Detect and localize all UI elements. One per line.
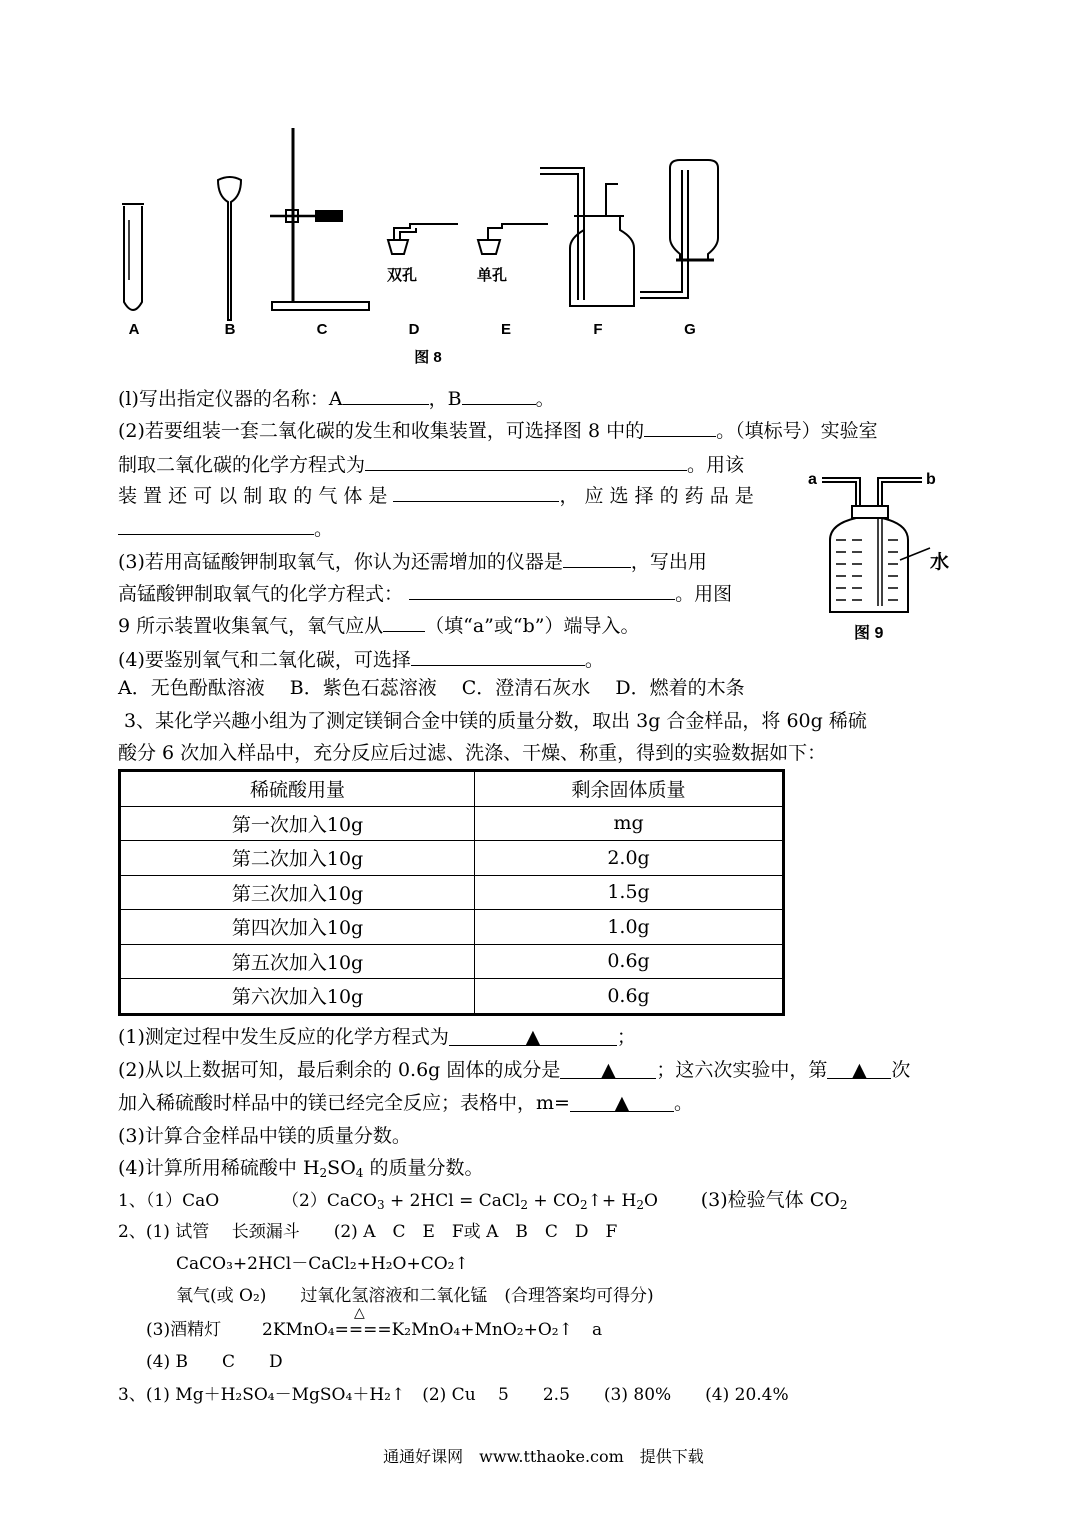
q3-sub2-line2: 加入稀硫酸时样品中的镁已经完全反应；表格中，m= ▲ 。 [118, 1092, 693, 1114]
bottle-body-icon [830, 518, 908, 612]
table-cell: 第五次加入10g [120, 944, 475, 979]
fig9-port-b: b [926, 471, 936, 488]
fig8-label-e: E [500, 321, 512, 338]
iron-stand-icon [272, 302, 369, 310]
q2-options: A．无色酚酞溶液 B．紫色石蕊溶液 C．澄清石灰水 D．燃着的木条 [118, 677, 745, 699]
answer-2-line1: 2、(1) 试管 长颈漏斗 (2) A C E F或 A B C D F [118, 1222, 618, 1242]
q3-sub1: (1)测定过程中发生反应的化学方程式为 ▲ ； [118, 1026, 636, 1048]
figure-8-caption: 图 8 [414, 349, 442, 366]
q2-part3-line2: 高锰酸钾制取氧气的化学方程式： 。用图 [118, 579, 732, 606]
table-cell: 第六次加入10g [120, 979, 475, 1015]
table-cell: 1.5g [475, 875, 784, 910]
answer-2-line2: CaCO₃+2HCl－CaCl₂+H₂O+CO₂↑ [176, 1254, 469, 1274]
stopper-single-label: 单孔 [476, 267, 508, 284]
fig8-label-d: D [408, 321, 420, 338]
table-row [120, 875, 784, 910]
q2-part3-line3: 9 所示装置收集氧气，氧气应从 （填“a”或“b”）端导入。 [118, 611, 640, 638]
bottle-stopper-icon [852, 506, 888, 518]
table-row [120, 979, 784, 1015]
q3-intro-line1: 3、某化学兴趣小组为了测定镁铜合金中镁的质量分数，取出 3g 合金样品，将 60g 稀硫 [124, 710, 867, 732]
q3-sub2-line1: (2)从以上数据可知，最后剩余的 0.6g 固体的成分是 ▲ ；这六次实验中，第 ▲ 次 [118, 1059, 911, 1081]
table-row [120, 910, 784, 945]
fig8-label-f: F [593, 321, 603, 338]
table-cell: 2.0g [475, 841, 784, 876]
table-cell: 0.6g [475, 979, 784, 1015]
long-neck-funnel-icon [218, 177, 241, 320]
figure-8-apparatus [110, 120, 730, 370]
triangle-icon: ▲ [614, 1092, 630, 1114]
table-row [120, 944, 784, 979]
fig8-label-g: G [684, 321, 696, 338]
answer-2-line5: (4) B C D [146, 1352, 283, 1372]
single-hole-stopper-icon [478, 240, 500, 254]
double-hole-stopper-icon [388, 240, 408, 254]
heat-delta-symbol: △ [354, 1305, 365, 1321]
q2-part4: (4)要鉴别氧气和二氧化碳，可选择 。 [118, 645, 604, 672]
q2-part1: (l)写出指定仪器的名称：A ，B 。 [118, 384, 555, 411]
q2-part2-line3: 装 置 还 可 以 制 取 的 气 体 是 ， 应 选 择 的 药 品 是 [118, 481, 754, 508]
figure-9-gas-bottle [800, 460, 960, 650]
footer-credit: 通通好课网 www.tthaoke.com 提供下载 [383, 1447, 704, 1466]
fig9-port-a: a [808, 471, 817, 488]
table-row [120, 841, 784, 876]
answer-2-line4a: (3)酒精灯 [146, 1320, 222, 1340]
fig8-label-b: B [224, 321, 236, 338]
fig8-label-a: A [128, 321, 140, 338]
table-cell: 第四次加入10g [120, 910, 475, 945]
table-cell: 0.6g [475, 944, 784, 979]
fig9-water-label: 水 [930, 552, 950, 573]
answer-3: 3、(1) Mg＋H₂SO₄－MgSO₄＋H₂↑ (2) Cu 5 2.5 (3) 80% (4) 20.4% [118, 1385, 789, 1405]
q3-sub4: (4)计算所用稀硫酸中 $H_2SO_4$ 的质量分数。 [118, 1157, 484, 1180]
q2-part3-line1: (3)若用高锰酸钾制取氧气，你认为还需增加的仪器是 ，写出用 [118, 547, 707, 574]
triangle-icon: ▲ [525, 1026, 541, 1048]
data-table [118, 769, 785, 1016]
figure-9-caption: 图 9 [854, 625, 884, 642]
table-header-row [120, 771, 784, 807]
table-header-cell: 稀硫酸用量 [120, 771, 475, 807]
q2-part2-line1: (2)若要组装一套二氧化碳的发生和收集装置，可选择图 8 中的 。（填标号）实验室 [118, 416, 878, 443]
q3-sub3: (3)计算合金样品中镁的质量分数。 [118, 1125, 411, 1147]
triangle-icon: ▲ [601, 1059, 616, 1081]
table-cell: 第三次加入10g [120, 875, 475, 910]
fig8-label-c: C [316, 321, 328, 338]
gas-bottle-icon [570, 216, 634, 306]
answer-2-line3: 氧气(或 O₂) 过氧化氢溶液和二氧化锰 (合理答案均可得分) [176, 1286, 654, 1306]
triangle-icon: ▲ [852, 1059, 867, 1081]
table-cell: 第一次加入10g [120, 806, 475, 841]
table-header-cell: 剩余固体质量 [475, 771, 784, 807]
q3-intro-line2: 酸分 6 次加入样品中，充分反应后过滤、洗涤、干燥、称重，得到的实验数据如下： [118, 742, 827, 764]
test-tube-icon [122, 204, 144, 310]
table-row [120, 806, 784, 841]
answer-1: 1、（1）CaO （2）CaCO$_3$ + 2HCl = CaCl$_2$ + $CO_2↑+ H_2O$ (3)检验气体 $CO_2$ [118, 1189, 848, 1212]
table-cell: mg [475, 806, 784, 841]
table-cell: 1.0g [475, 910, 784, 945]
collecting-bottle-icon [670, 160, 718, 260]
answer-2-line4b: 2KMnO₄====K₂MnO₄+MnO₂+O₂↑ [262, 1320, 573, 1340]
table-cell: 第二次加入10g [120, 841, 475, 876]
stopper-double-label: 双孔 [386, 267, 418, 284]
q2-part2-line4: 。 [118, 514, 333, 541]
answer-2-line4c: a [592, 1320, 603, 1340]
q2-part2-line2: 制取二氧化碳的化学方程式为 。用该 [118, 450, 744, 477]
